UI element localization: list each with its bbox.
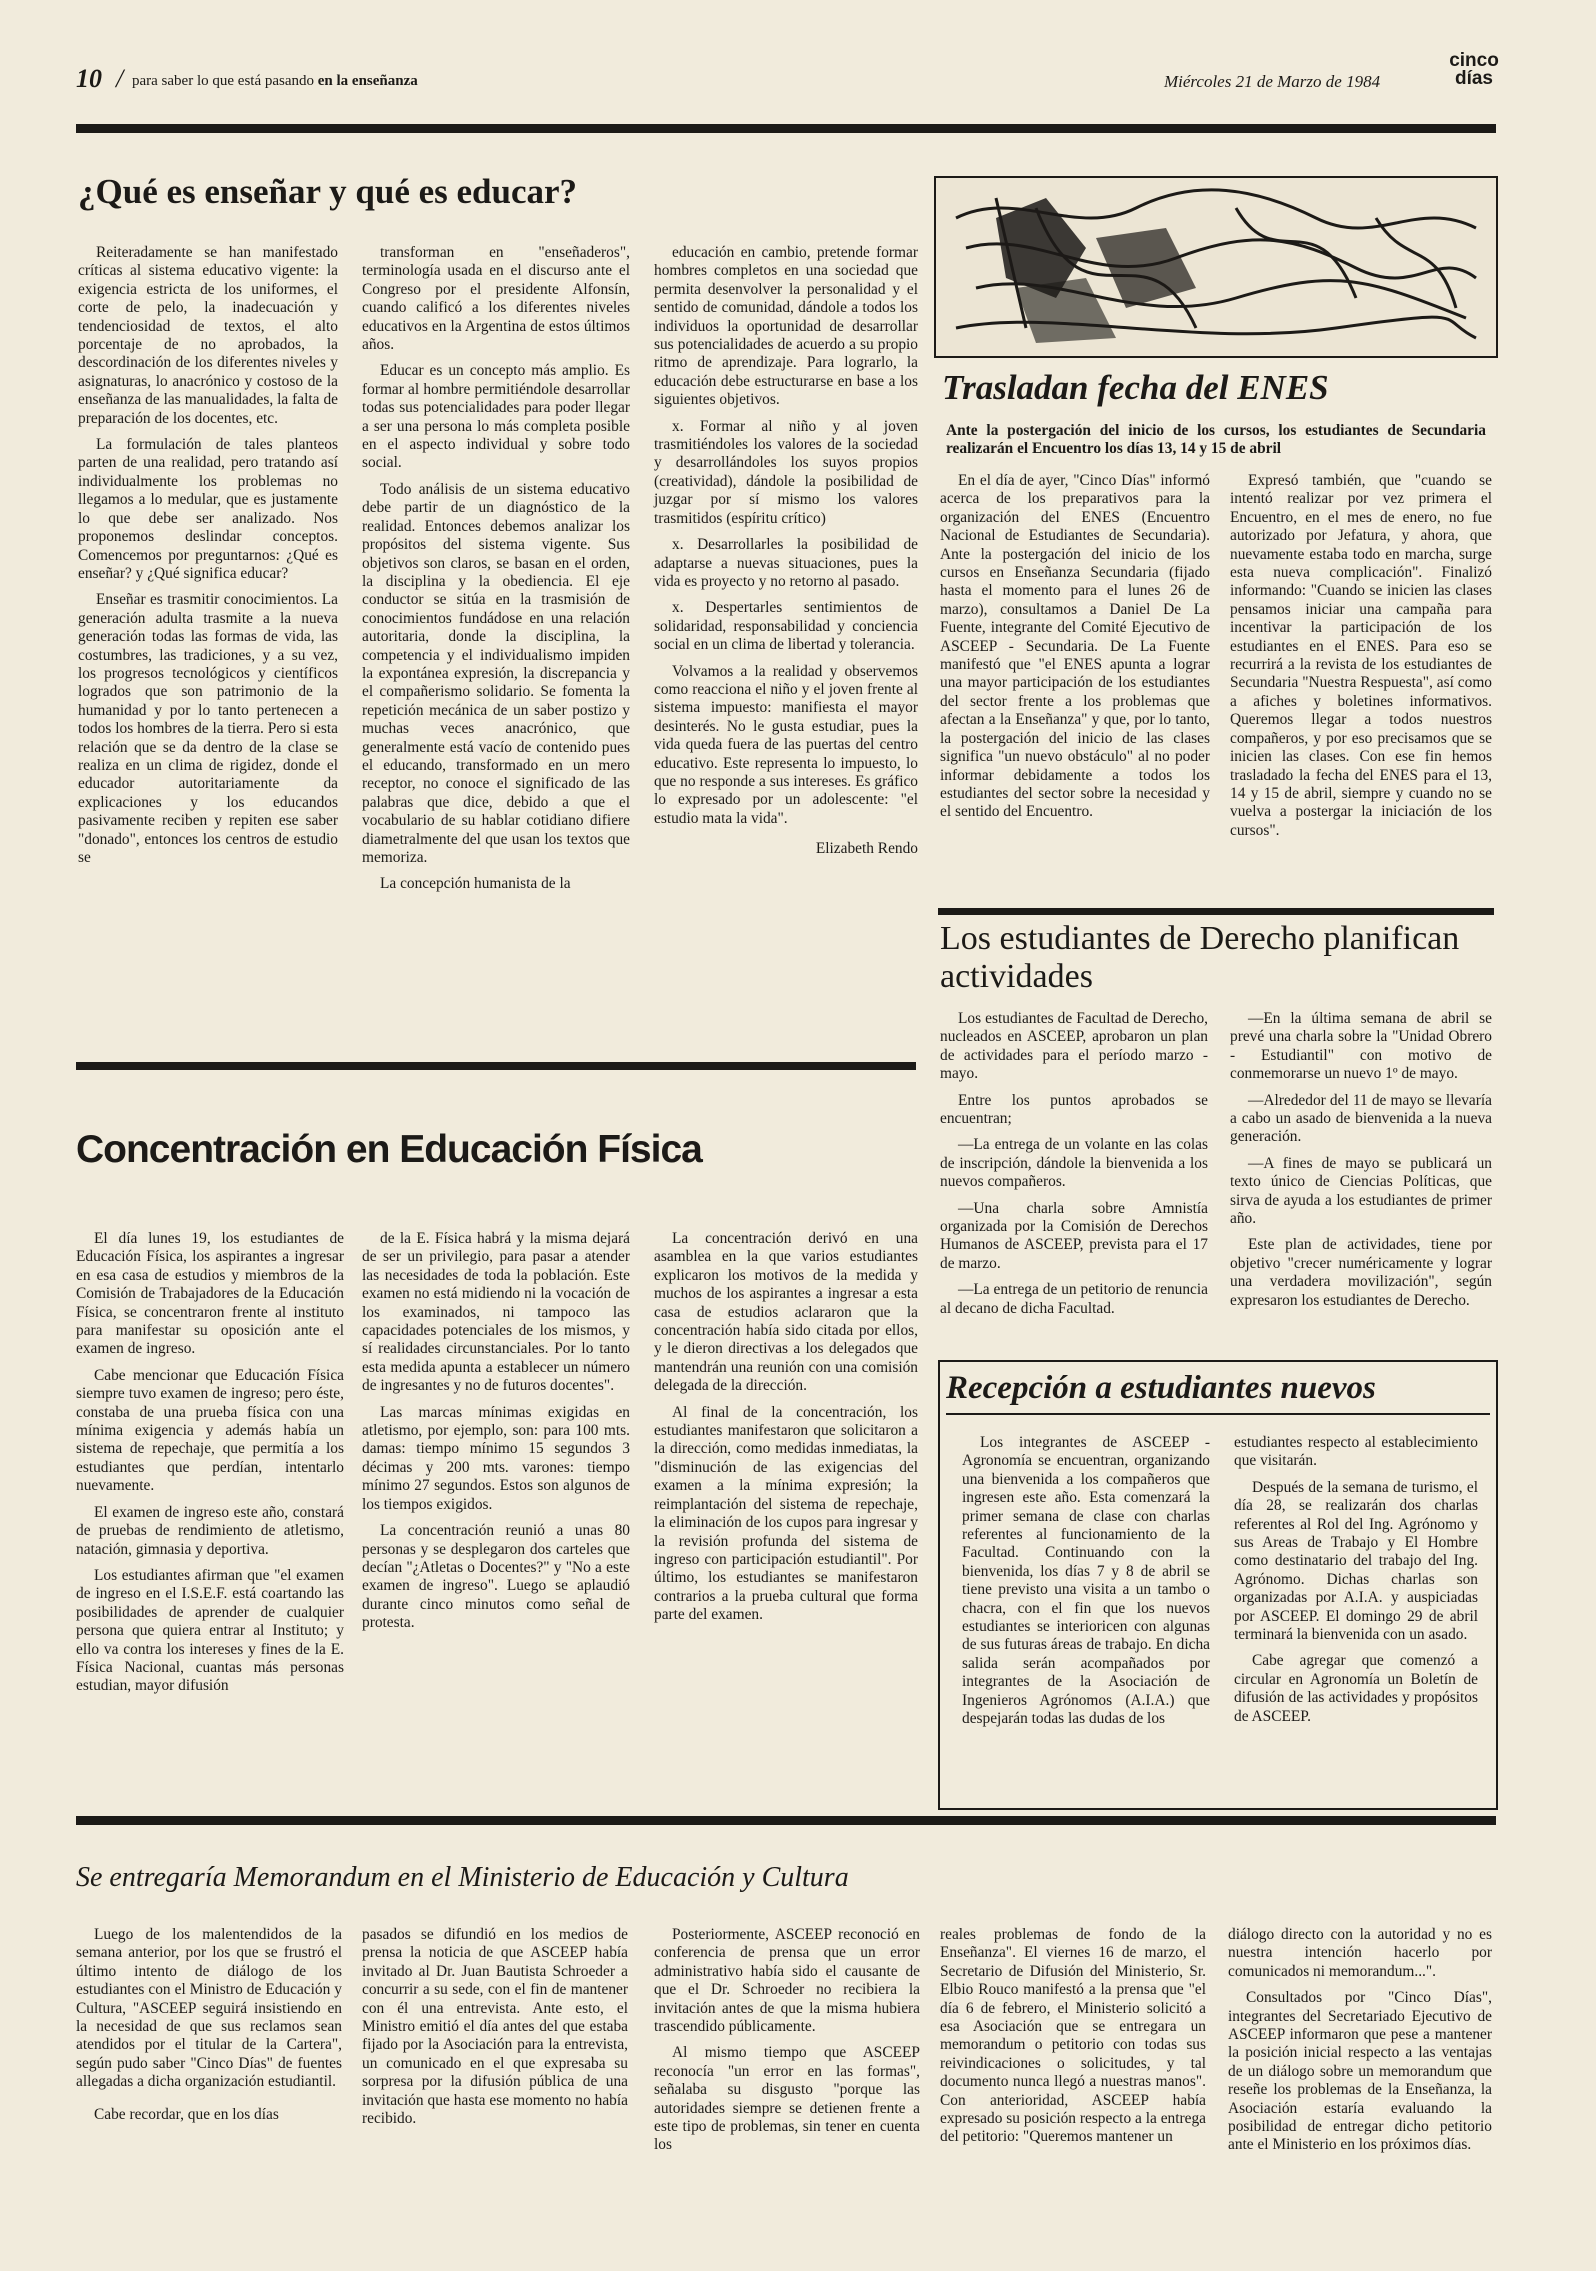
article1-paragraph: x. Desarrollarles la posibilidad de adaptarse a nuevas situaciones, pues la vida es proyecto y no retorno al pasado. <box>654 536 918 590</box>
article5-paragraph: Los integrantes de ASCEEP - Agronomía se encuentran, organizando una bienvenida a los compañeros que ingresen este año. Esta comenzará la primer semana de clase con charlas referentes al funcionamiento de la Facultad. Continuando con la bienvenida, los días 7 y 8 de abril se tiene previsto una visita a un tambo o chacra, con el fin que los nuevos estudiantes se interioricen con algunas de sus futuras áreas de trabajo. En dicha salida serán acompañados por integrantes de la Asociación de Ingenieros Agrónomos (A.I.A.) que despejarán todas las dudas de los <box>962 1434 1210 1728</box>
masthead <box>66 50 1536 102</box>
article2-col1 <box>940 472 1210 830</box>
masthead-date: Miércoles 21 de Marzo de 1984 <box>1164 72 1381 91</box>
article3-paragraph: —En la última semana de abril se prevé una charla sobre la "Unidad Obrero - Estudiantil" con motivo de conmemorarse un nuevo 1º de mayo. <box>1230 1010 1492 1083</box>
page-number-slash: / <box>116 64 124 93</box>
article5-col1 <box>962 1434 1210 1737</box>
article2-title: Trasladan fecha del ENES <box>942 368 1329 407</box>
article3-paragraph: Los estudiantes de Facultad de Derecho, nucleados en ASCEEP, aprobaron un plan de actividades para el período marzo - mayo. <box>940 1010 1208 1083</box>
article5-title: Recepción a estudiantes nuevos <box>946 1370 1490 1415</box>
article6-paragraph: Consultados por "Cinco Días", integrantes del Secretariado Ejecutivo de ASCEEP informaron que pese a mantener la posición inicial respecto a las ventajas de un diálogo sobre un memorandum que reseñe los problemas de la Enseñanza, la Asociación estaría evaluando la posibilidad de entregar dicho petitorio ante el Ministerio en los próximos días. <box>1228 1989 1492 2154</box>
article2-col2 <box>1230 472 1492 848</box>
article6-paragraph: Luego de los malentendidos de la semana anterior, por los que se frustró el último intento de diálogo de los estudiantes con el Ministro de Educación y Cultura, "ASCEEP seguirá insistiendo en la necesidad de que sus reclamos sean atendidos por el titular de la Cartera", según pudo saber "Cinco Días" de fuentes allegadas a dicha organización estudiantil. <box>76 1926 342 2091</box>
article1-paragraph: La formulación de tales planteos parten de una realidad, pero tratando así individualmente los problemas no llegamos a lo medular, que es justamente lo que debe ser analizado. Nos proponemos deslindar conceptos. Comencemos por preguntarnos: ¿Qué es enseñar? y ¿Qué significa educar? <box>78 436 338 582</box>
article6-paragraph: diálogo directo con la autoridad y no es nuestra intención hacerlo por comunicados ni memorandum...". <box>1228 1926 1492 1980</box>
article5-paragraph: Cabe agregar que comenzó a circular en Agronomía un Boletín de difusión de las actividades y propósitos de ASCEEP. <box>1234 1652 1478 1725</box>
article4-rule <box>76 1062 916 1070</box>
article1-paragraph: Educar es un concepto más amplio. Es formar al hombre permitiéndole desarrollar todas sus potencialidades para poder llegar a ser una persona lo más completa posible en el aspecto individual y sobre todo social. <box>362 362 630 472</box>
article3-paragraph: —A fines de mayo se publicará un texto único de Ciencias Políticas, que sirva de ayuda a los estudiantes de primer año. <box>1230 1154 1492 1228</box>
tagline-bold: en la enseñanza <box>317 73 418 89</box>
article3-title: Los estudiantes de Derecho planifican actividades <box>940 920 1460 995</box>
article4-col2 <box>362 1230 630 1641</box>
article1-paragraph: transforman en "enseñaderos", terminología usada en el discurso ante el Congreso por el presidente Alfonsín, cuando calificó a los diferentes niveles educativos en la Argentina de estos últimos años. <box>362 244 630 354</box>
article6-col3 <box>654 1926 920 2163</box>
article4-paragraph: de la E. Física habrá y la misma dejará de ser un privilegio, para pasar a atender las necesidades de toda la población. Este examen no está midiendo ni la vocación de los examinados, ni tampoco las capacidades potenciales de los mismos, y sí realidades circunstanciales. Por lo tanto esta medida apunta a establecer un número de ingresantes y no de futuros docentes". <box>362 1230 630 1395</box>
article1-paragraph: Todo análisis de un sistema educativo debe partir de un diagnóstico de la realidad. Entonces debemos analizar los propósitos del sistema vigente. Sus objetivos son claros, se basan en el orden, la disciplina y la obediencia. El eje conductor se sitúa en la trasmisión de conocimientos fundádose en una relación autoritaria, donde la disciplina, la competencia y el individualismo impiden la expontánea expresión, la discrepancia y el compañerismo solidario. Se fomenta la repetición mecánica de un saber postizo y muchas veces anacrónico, que generalmente está vacío de contenido pues el educando, transformado en un mero receptor, no conoce el significado de las palabras que dice, debido a que el vocabulario de su hablar cotidiano difiere diametralmente del que usan los textos que memoriza. <box>362 480 630 866</box>
article4-paragraph: La concentración reunió a unas 80 personas y se desplegaron dos carteles que decían "¿Atletas o Docentes?" y "No a este examen de ingreso". Luego se aplaudió durante cinco minutos como señal de protesta. <box>362 1522 630 1632</box>
article4-paragraph: El examen de ingreso este año, constará de pruebas de rendimiento de atletismo, natación, gimnasia y deportiva. <box>76 1503 344 1558</box>
article4-paragraph: El día lunes 19, los estudiantes de Educación Física, los aspirantes a ingresar en esa casa de estudios y miembros de la Comisión de Trabajadores de la Educación Física, se concentraron frente al instituto para manifestar su oposición ante el examen de ingreso. <box>76 1230 344 1358</box>
article1-paragraph: Volvamos a la realidad y observemos como reacciona el niño y el joven frente al sistema impuesto: manifiesta el mayor desinterés. No le gusta estudiar, pues la vida queda fuera de las puertas del centro educativo. Este representa lo impuesto, lo que no responde a sus intereses. Es gráfico lo expresado por un adolescente: "el estudio mata la vida". <box>654 662 918 827</box>
article2-paragraph: Expresó también, que "cuando se intentó realizar por vez primera el Encuentro, en el mes de enero, no fue autorizado por Jefatura, y ahora, que nuevamente estaba todo en marcha, surge esta nueva complicación". Finalizó informando: "Cuando se inicien las clases pensamos iniciar una campaña para incentivar la participación de los estudiantes en el ENES. Para eso se recurrirá a la revista de los estudiantes de Secundaria "Nuestra Respuesta", así como a afiches y boletines informativos. Queremos llegar a todos nuestros compañeros, y por eso precisamos que se inicien las clases. Con ese fin hemos trasladado la fecha del ENES para el 13, 14 y 15 de abril, siempre y cuando no se vuelva a postergar la iniciación de los cursos". <box>1230 472 1492 839</box>
article6-paragraph: Cabe recordar, que en los días <box>94 2105 279 2123</box>
article3-paragraph: —La entrega de un volante en las colas de inscripción, dándole la bienvenida a los nuevos compañeros. <box>940 1136 1208 1191</box>
article6-paragraph: Posteriormente, ASCEEP reconoció en conferencia de prensa que un error administrativo había sido el causante de que el Dr. Schroeder no recibiera la invitación antes de que la misma hubiera trascendido públicamente. <box>654 1926 920 2036</box>
article1-paragraph: x. Despertarles sentimientos de solidaridad, responsabilidad y conciencia social en un clima de libertad y tolerancia. <box>654 599 918 654</box>
article6-rule <box>76 1816 1496 1825</box>
article4-paragraph: Los estudiantes afirman que "el examen de ingreso en el I.S.E.F. está coartando las posibilidades de aprender de cualquier persona que quiera entrar al Instituto; y ello va contra los intereses y fines de la E. Física Nacional, cuantas más personas estudian, mayor difusión <box>76 1566 344 1695</box>
article4-paragraph: Cabe mencionar que Educación Física siempre tuvo examen de ingreso; pero éste, constaba de una prueba física con una mínima exigencia y además había un sistema de repechaje, que permitía a los estudiantes que perdían, intentarlo nuevamente. <box>76 1366 344 1495</box>
article6-paragraph: Al mismo tiempo que ASCEEP reconocía "un error en las formas", señalaba su disgusto "porque las autoridades siempre se detienen frente a este tipo de problemas, sin tener en cuenta los <box>654 2044 920 2154</box>
article6-title: Se entregaría Memorandum en el Ministerio de Educación y Cultura <box>76 1862 849 1893</box>
article6-col4 <box>940 1926 1206 2155</box>
article6-col2 <box>362 1926 628 2136</box>
article1-paragraph: La concepción humanista de la <box>380 875 571 893</box>
article2-paragraph: En el día de ayer, "Cinco Días" informó acerca de los preparativos para la organización del ENES (Encuentro Nacional de Estudiantes de Secundaria). Ante la postergación del inicio de los cursos en Enseñanza Secundaria (fijado hasta el momento para el lunes 26 de marzo), consultamos a Daniel De La Fuente, integrante del Comité Ejecutivo de ASCEEP - Secundaria. De La Fuente manifestó que "el ENES apunta a lograr una mayor participación de los estudiantes del sector frente a los problemas que afectan a la Enseñanza" y que, por lo tanto, la postergación del inicio de las clases significa "un nuevo obstáculo" al no poder informar debidamente a todos los estudiantes del sector sobre la necesidad y el sentido del Encuentro. <box>940 472 1210 821</box>
article6-paragraph: pasados se difundió en los medios de prensa la noticia de que ASCEEP había invitado al Dr. Juan Bautista Schroeder a concurrir a su sede, con el fin de mantener con él una entrevista. Ante esto, el Ministro emitió el día antes del que estaba fijado por la Asociación para la entrevista, un comunicado en el que expresaba su sorpresa por la difusión pública de una invitación que hasta ese momento no había recibido. <box>362 1926 628 2128</box>
article5-box <box>938 1360 1498 1810</box>
scribble-illustration <box>936 178 1496 356</box>
masthead-tagline <box>132 73 418 90</box>
article1-signature: Elizabeth Rendo <box>815 840 918 858</box>
article3-col1 <box>940 1010 1208 1326</box>
article3-col2 <box>1230 1010 1492 1318</box>
article4-title: Concentración en Educación Física <box>76 1128 702 1171</box>
article1-col1 <box>78 244 338 875</box>
tagline-prefix: para saber lo que está pasando <box>132 73 318 89</box>
article6-paragraph: reales problemas de fondo de la Enseñanza". El viernes 16 de marzo, el Secretario de Difusión del Ministerio, Sr. Elbio Rouco manifestó a la prensa que "el día 6 de febrero, el Ministerio solicitó a esa Asociación que se entregara un memorandum o petitorio con todas sus reivindicaciones o solicitudes, y tal documento nunca llegó a nuestras manos". Con anterioridad, ASCEEP había expresado su posición respecto a la entrega del petitorio: "Queremos mantener un <box>940 1926 1206 2146</box>
article5-col2 <box>1234 1434 1478 1734</box>
article2-deck: Ante la postergación del inicio de los cursos, los estudiantes de Secundaria realizarán el Encuentro los días 13, 14 y 15 de abril <box>946 422 1486 457</box>
article2-rule <box>938 908 1494 915</box>
article1-paragraph: Reiteradamente se han manifestado críticas al sistema educativo vigente: la exigencia estricta de los uniformes, el corte de pelo, la inadecuación y tendenciosidad de textos, el alto porcentaje de no aprobados, la descordinación de los diferentes niveles y asignaturas, lo anacrónico y costoso de la enseñanza de las manualidades, la falta de preparación de los docentes, etc. <box>78 244 338 427</box>
article5-paragraph: Después de la semana de turismo, el día 28, se realizarán dos charlas referentes al Rol del Ing. Agrónomo y sus Areas de Trabajo y El Hombre como destinatario del trabajo del Ing. Agrónomo. Dichas charlas son organizadas por A.I.A. y auspiciadas por ASCEEP. El domingo 29 de abril terminará la bienvenida con un asado. <box>1234 1478 1478 1644</box>
article4-paragraph: Al final de la concentración, los estudiantes manifestaron que solicitaron a la dirección, como medidas inmediatas, la "disminución de las exigencias del examen a la mínima expresión; la reimplantación del sistema de repechaje, la eliminación de los cupos para ingresar y la revisión profunda del sistema de ingreso con participación estudiantil". Por último, los estudiantes se manifestaron contrarios a la prueba cultural que forma parte del examen. <box>654 1403 918 1624</box>
masthead-rule-thick <box>76 124 1496 133</box>
article5-paragraph: estudiantes respecto al establecimiento que visitarán. <box>1234 1434 1478 1470</box>
page-number: 10 <box>76 64 102 93</box>
article1-paragraph: educación en cambio, pretende formar hombres completos en una sociedad que permita desenvolver la personalidad y el sentido de comunidad, dándole a todos los individuos la oportunidad de desarrollar sus potencialidades de acuerdo a su propio ritmo de aprendizaje. Para lograrlo, la educación debe estructurarse en base a los siguientes objetivos. <box>654 244 918 409</box>
article3-paragraph: Este plan de actividades, tiene por objetivo "crecer numéricamente y lograr una verdadera movilización", según expresaron los estudiantes de Derecho. <box>1230 1236 1492 1309</box>
masthead-logo <box>1434 52 1514 88</box>
article4-col3 <box>654 1230 918 1633</box>
article4-col1 <box>76 1230 344 1704</box>
article3-paragraph: Entre los puntos aprobados se encuentran; <box>940 1091 1208 1128</box>
article3-paragraph: —Alrededor del 11 de mayo se llevaría a cabo un asado de bienvenida a la nueva generación. <box>1230 1091 1492 1146</box>
article4-paragraph: Las marcas mínimas exigidas en atletismo, por ejemplo, son: para 100 mts. damas: tiempo mínimo 15 segundos 3 décimas y 200 mts. varones: tiempo mínimo 27 segundos. Estos son algunos de los tiempos exigidos. <box>362 1403 630 1513</box>
article1-col3 <box>654 244 918 867</box>
article1-paragraph: Enseñar es trasmitir conocimientos. La generación adulta trasmite a la nueva generación todas las formas de vida, las costumbres, las tradiciones, y a su vez, los progresos tecnológicos y científicos logrados que son patrimonio de la humanidad y por lo tanto pertenecen a todos los hombres de la tierra. Pero si esta relación que se da dentro de la clase se realiza en un clima de rigidez, donde el educador autoritariamente da explicaciones y los educandos pasivamente reciben y repiten ese saber "donado", entonces los centros de estudio se <box>78 591 338 866</box>
article6-col5 <box>1228 1926 1492 2163</box>
article3-paragraph: —La entrega de un petitorio de renuncia al decano de dicha Facultad. <box>940 1281 1208 1317</box>
article1-paragraph: x. Formar al niño y al joven trasmitiéndoles los valores de la sociedad y desarrollándoles los suyos propios (creatividad), dándole la posibilidad de juzgar por sí mismo los valores trasmitidos (espíritu crítico) <box>654 417 918 527</box>
article6-col1 <box>76 1926 342 2132</box>
article3-paragraph: —Una charla sobre Amnistía organizada por la Comisión de Derechos Humanos de ASCEEP, prevista para el 17 de marzo. <box>940 1199 1208 1272</box>
article1-title: ¿Qué es enseñar y qué es educar? <box>78 172 578 211</box>
enes-illustration-frame <box>934 176 1498 358</box>
article4-paragraph: La concentración derivó en una asamblea en la que varios estudiantes explicaron los motivos de la medida y muchos de los aspirantes a ingresar a esta casa de estudios aclararon que la concentración había sido citada por ellos, y le dieron directivas a los delegados que mantendrán una reunión con una comisión delegada de la dirección. <box>654 1230 918 1395</box>
logo-line1: cinco <box>1449 50 1499 71</box>
article1-col2 <box>362 244 630 902</box>
logo-line2: días <box>1454 68 1494 89</box>
